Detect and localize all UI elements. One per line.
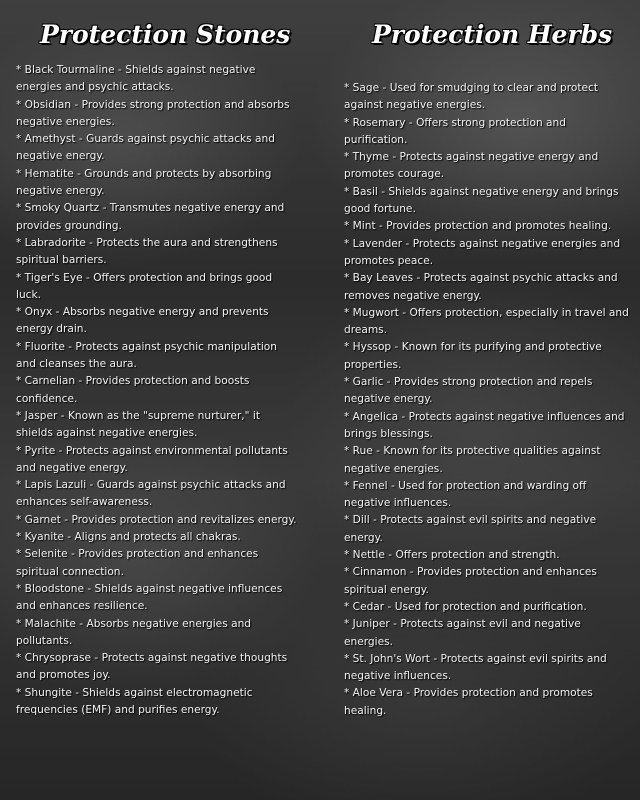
herb-item: * St. John's Wort - Protects against evil spirits and negative influences. <box>344 651 630 686</box>
stone-item: * Chrysoprase - Protects against negative thoughts and promotes joy. <box>16 650 300 685</box>
herb-item: * Mint - Provides protection and promotes healing. <box>344 218 630 235</box>
herb-item: * Garlic - Provides strong protection and repels negative energy. <box>344 374 630 409</box>
herb-item: * Aloe Vera - Provides protection and promotes healing. <box>344 685 630 720</box>
stone-item: * Lapis Lazuli - Guards against psychic attacks and enhances self-awareness. <box>16 477 300 512</box>
herb-item: * Bay Leaves - Protects against psychic attacks and removes negative energy. <box>344 270 630 305</box>
herb-item: * Cedar - Used for protection and purification. <box>344 599 630 616</box>
herb-item: * Basil - Shields against negative energy and brings good fortune. <box>344 184 630 219</box>
herb-item: * Fennel - Used for protection and warding off negative influences. <box>344 478 630 513</box>
stone-item: * Hematite - Grounds and protects by absorbing negative energy. <box>16 166 300 201</box>
stone-item: * Labradorite - Protects the aura and strengthens spiritual barriers. <box>16 235 300 270</box>
herb-item: * Sage - Used for smudging to clear and protect against negative energies. <box>344 80 630 115</box>
herb-item: * Angelica - Protects against negative influences and brings blessings. <box>344 409 630 444</box>
stone-item: * Onyx - Absorbs negative energy and prevents energy drain. <box>16 304 300 339</box>
herb-item: * Rue - Known for its protective qualities against negative energies. <box>344 443 630 478</box>
stone-item: * Carnelian - Provides protection and boosts confidence. <box>16 373 300 408</box>
herb-item: * Cinnamon - Provides protection and enhances spiritual energy. <box>344 564 630 599</box>
stone-item: * Bloodstone - Shields against negative influences and enhances resilience. <box>16 581 300 616</box>
stones-title: Protection Stones <box>40 20 291 49</box>
stone-item: * Garnet - Provides protection and revitalizes energy. <box>16 512 300 529</box>
stone-item: * Obsidian - Provides strong protection and absorbs negative energies. <box>16 97 300 132</box>
herb-item: * Mugwort - Offers protection, especially in travel and dreams. <box>344 305 630 340</box>
stone-item: * Selenite - Provides protection and enhances spiritual connection. <box>16 546 300 581</box>
stones-list <box>16 62 300 719</box>
herb-item: * Lavender - Protects against negative energies and promotes peace. <box>344 236 630 271</box>
stone-item: * Amethyst - Guards against psychic attacks and negative energy. <box>16 131 300 166</box>
herb-item: * Rosemary - Offers strong protection and purification. <box>344 115 630 150</box>
stone-item: * Fluorite - Protects against psychic manipulation and cleanses the aura. <box>16 339 300 374</box>
herbs-list <box>344 80 630 720</box>
herb-item: * Thyme - Protects against negative energy and promotes courage. <box>344 149 630 184</box>
herb-item: * Juniper - Protects against evil and negative energies. <box>344 616 630 651</box>
stone-item: * Pyrite - Protects against environmental pollutants and negative energy. <box>16 443 300 478</box>
stone-item: * Jasper - Known as the "supreme nurturer," it shields against negative energies. <box>16 408 300 443</box>
stone-item: * Shungite - Shields against electromagnetic frequencies (EMF) and purifies energy. <box>16 685 300 720</box>
herb-item: * Dill - Protects against evil spirits and negative energy. <box>344 512 630 547</box>
stone-item: * Smoky Quartz - Transmutes negative energy and provides grounding. <box>16 200 300 235</box>
stone-item: * Black Tourmaline - Shields against negative energies and psychic attacks. <box>16 62 300 97</box>
stone-item: * Tiger's Eye - Offers protection and brings good luck. <box>16 270 300 305</box>
stone-item: * Malachite - Absorbs negative energies and pollutants. <box>16 616 300 651</box>
herb-item: * Nettle - Offers protection and strength. <box>344 547 630 564</box>
herb-item: * Hyssop - Known for its purifying and protective properties. <box>344 339 630 374</box>
herbs-title: Protection Herbs <box>372 20 613 49</box>
stone-item: * Kyanite - Aligns and protects all chakras. <box>16 529 300 546</box>
